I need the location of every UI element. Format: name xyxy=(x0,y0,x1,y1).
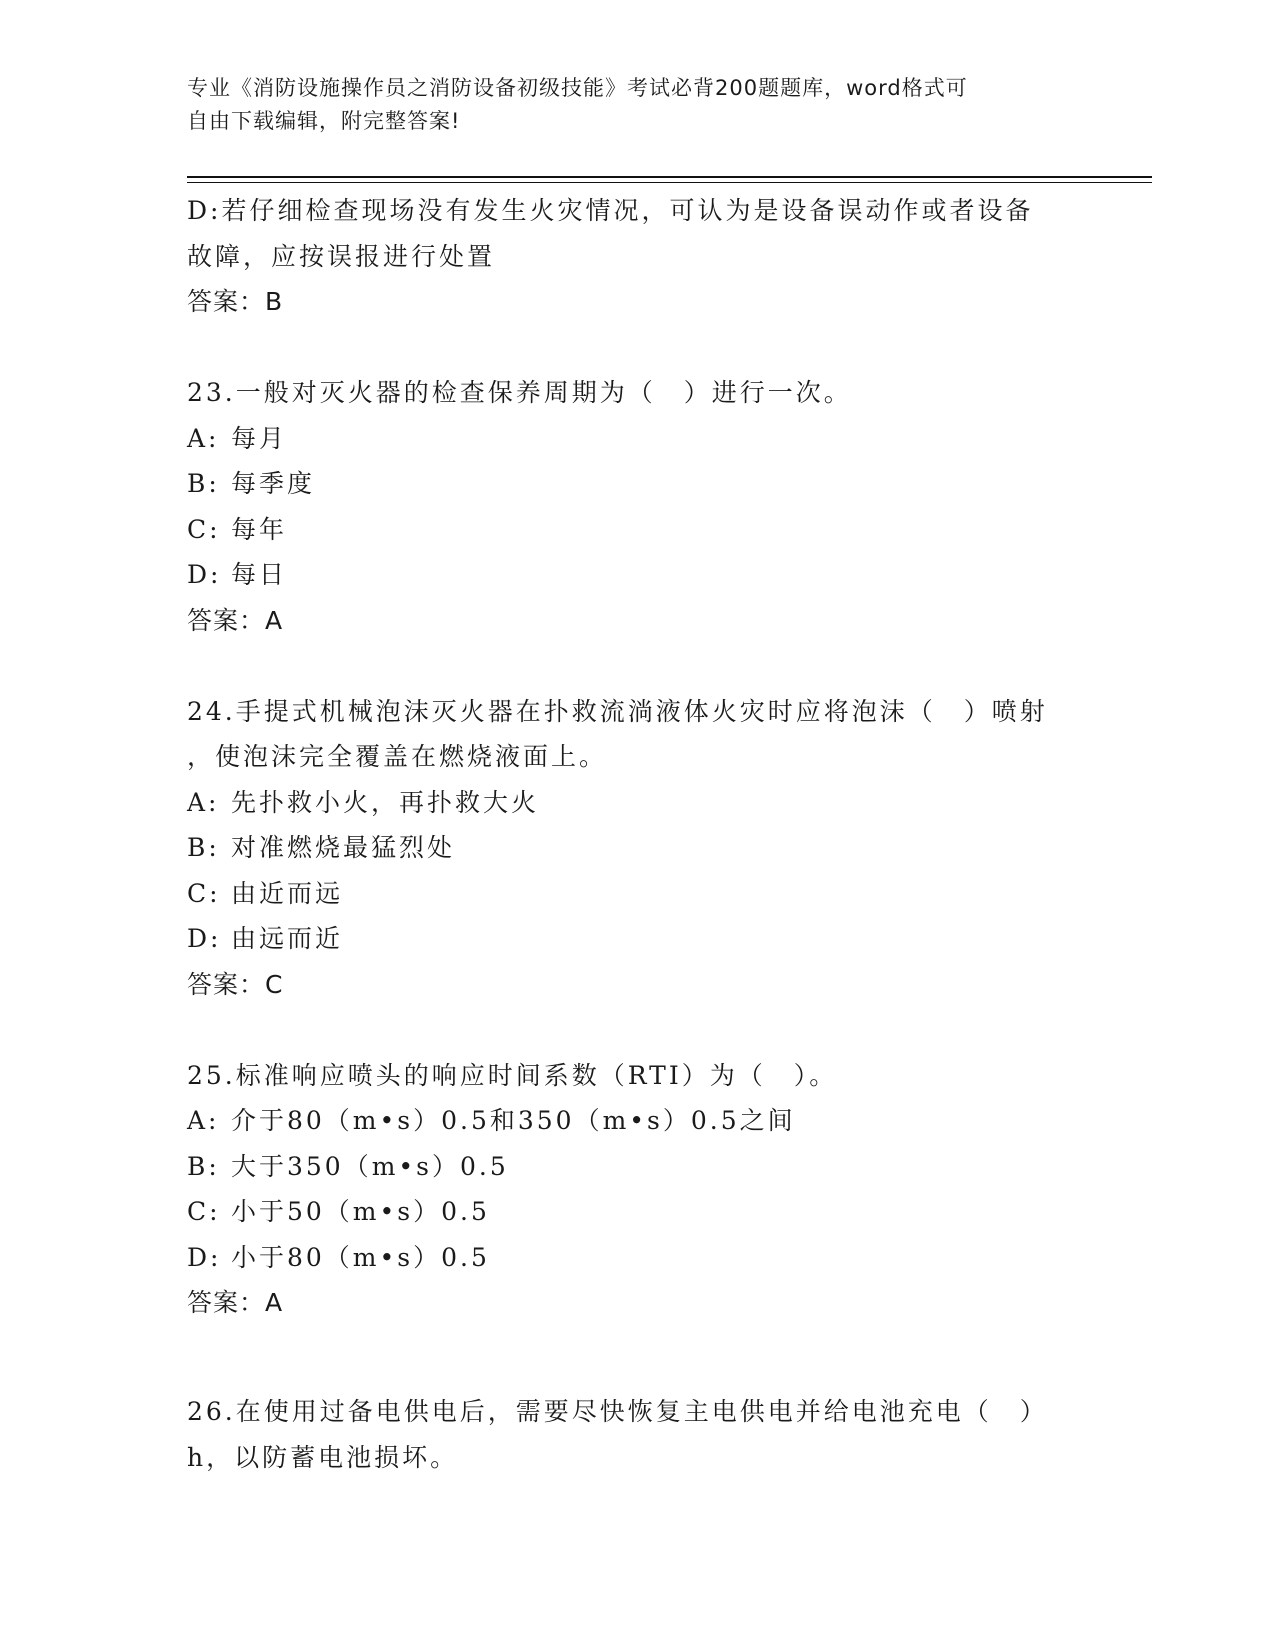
answer-line: 答案：A xyxy=(187,1288,284,1317)
option-a xyxy=(187,1098,1087,1144)
question-23 xyxy=(187,370,1087,643)
option-label: C: xyxy=(187,1197,221,1226)
option-label: D: xyxy=(187,560,222,589)
option-text: 介于80（m•s）0.5和350（m•s）0.5之间 xyxy=(231,1106,796,1135)
answer-line: 答案：B xyxy=(187,287,284,316)
option-text: 先扑救小火，再扑救大火 xyxy=(231,787,540,817)
answer-line: 答案：A xyxy=(187,605,284,635)
option-d xyxy=(187,552,1087,598)
option-text: 小于50（m•s）0.5 xyxy=(231,1197,490,1226)
header-divider-thin xyxy=(187,182,1152,183)
question-25 xyxy=(187,1053,1087,1326)
option-text: 对准燃烧最猛烈处 xyxy=(231,833,456,862)
option-a xyxy=(187,416,1087,462)
header-line-2: 自由下载编辑，附完整答案! xyxy=(187,109,461,133)
option-label: A: xyxy=(187,787,220,817)
question-stem-line-2: ，使泡沫完全覆盖在燃烧液面上。 xyxy=(187,742,608,771)
option-a xyxy=(187,780,1087,826)
option-label: B: xyxy=(187,833,220,862)
option-label: C: xyxy=(187,514,221,544)
option-text: 由近而远 xyxy=(231,878,344,908)
option-c xyxy=(187,507,1087,553)
option-text: 每月 xyxy=(231,423,288,453)
question-stem-line-1: 26.在使用过备电供电后，需要尽快恢复主电供电并给电池充电（ ） xyxy=(187,1397,1048,1426)
option-text: 每季度 xyxy=(231,469,316,498)
option-label: C: xyxy=(187,878,221,908)
option-label: A: xyxy=(187,1106,220,1135)
option-label: D: xyxy=(187,1242,222,1272)
option-label: D: xyxy=(187,924,222,953)
option-text: 每日 xyxy=(231,560,288,589)
option-label: B: xyxy=(187,1151,220,1181)
question-26 xyxy=(187,1389,1087,1480)
option-label: A: xyxy=(187,423,220,453)
option-d-line-1: D:若仔细检查现场没有发生火灾情况，可认为是设备误动作或者设备 xyxy=(187,196,1034,225)
option-b xyxy=(187,825,1087,871)
option-text: 大于350（m•s）0.5 xyxy=(231,1151,509,1181)
spacer xyxy=(187,325,1087,371)
header-line-1: 专业《消防设施操作员之消防设备初级技能》考试必背200题题库，word格式可 xyxy=(187,76,968,100)
question-stem: 23.一般对灭火器的检查保养周期为（ ）进行一次。 xyxy=(187,378,852,407)
spacer xyxy=(187,1007,1087,1053)
option-text: 由远而近 xyxy=(231,924,344,953)
option-c xyxy=(187,1189,1087,1235)
spacer xyxy=(187,1371,1087,1389)
question-24 xyxy=(187,689,1087,1008)
question-list xyxy=(187,188,1087,1480)
question-stem-line-2: h，以防蓄电池损坏。 xyxy=(187,1442,459,1472)
question-stem: 25.标准响应喷头的响应时间系数（RTI）为（ ）。 xyxy=(187,1060,838,1090)
question-22-continuation xyxy=(187,188,1087,325)
option-b xyxy=(187,461,1087,507)
option-label: B: xyxy=(187,469,220,498)
option-d-line-2: 故障，应按误报进行处置 xyxy=(187,241,496,271)
question-stem-line-1: 24.手提式机械泡沫灭火器在扑救流淌液体火灾时应将泡沫（ ）喷射 xyxy=(187,696,1048,726)
answer-line: 答案：C xyxy=(187,969,284,999)
option-c xyxy=(187,871,1087,917)
document-header xyxy=(187,72,1067,138)
option-b xyxy=(187,1144,1087,1190)
option-d xyxy=(187,916,1087,962)
spacer xyxy=(187,643,1087,689)
option-text: 每年 xyxy=(231,514,288,544)
header-divider-thick xyxy=(187,176,1152,178)
spacer xyxy=(187,1326,1087,1372)
option-d xyxy=(187,1235,1087,1281)
option-text: 小于80（m•s）0.5 xyxy=(231,1242,490,1272)
